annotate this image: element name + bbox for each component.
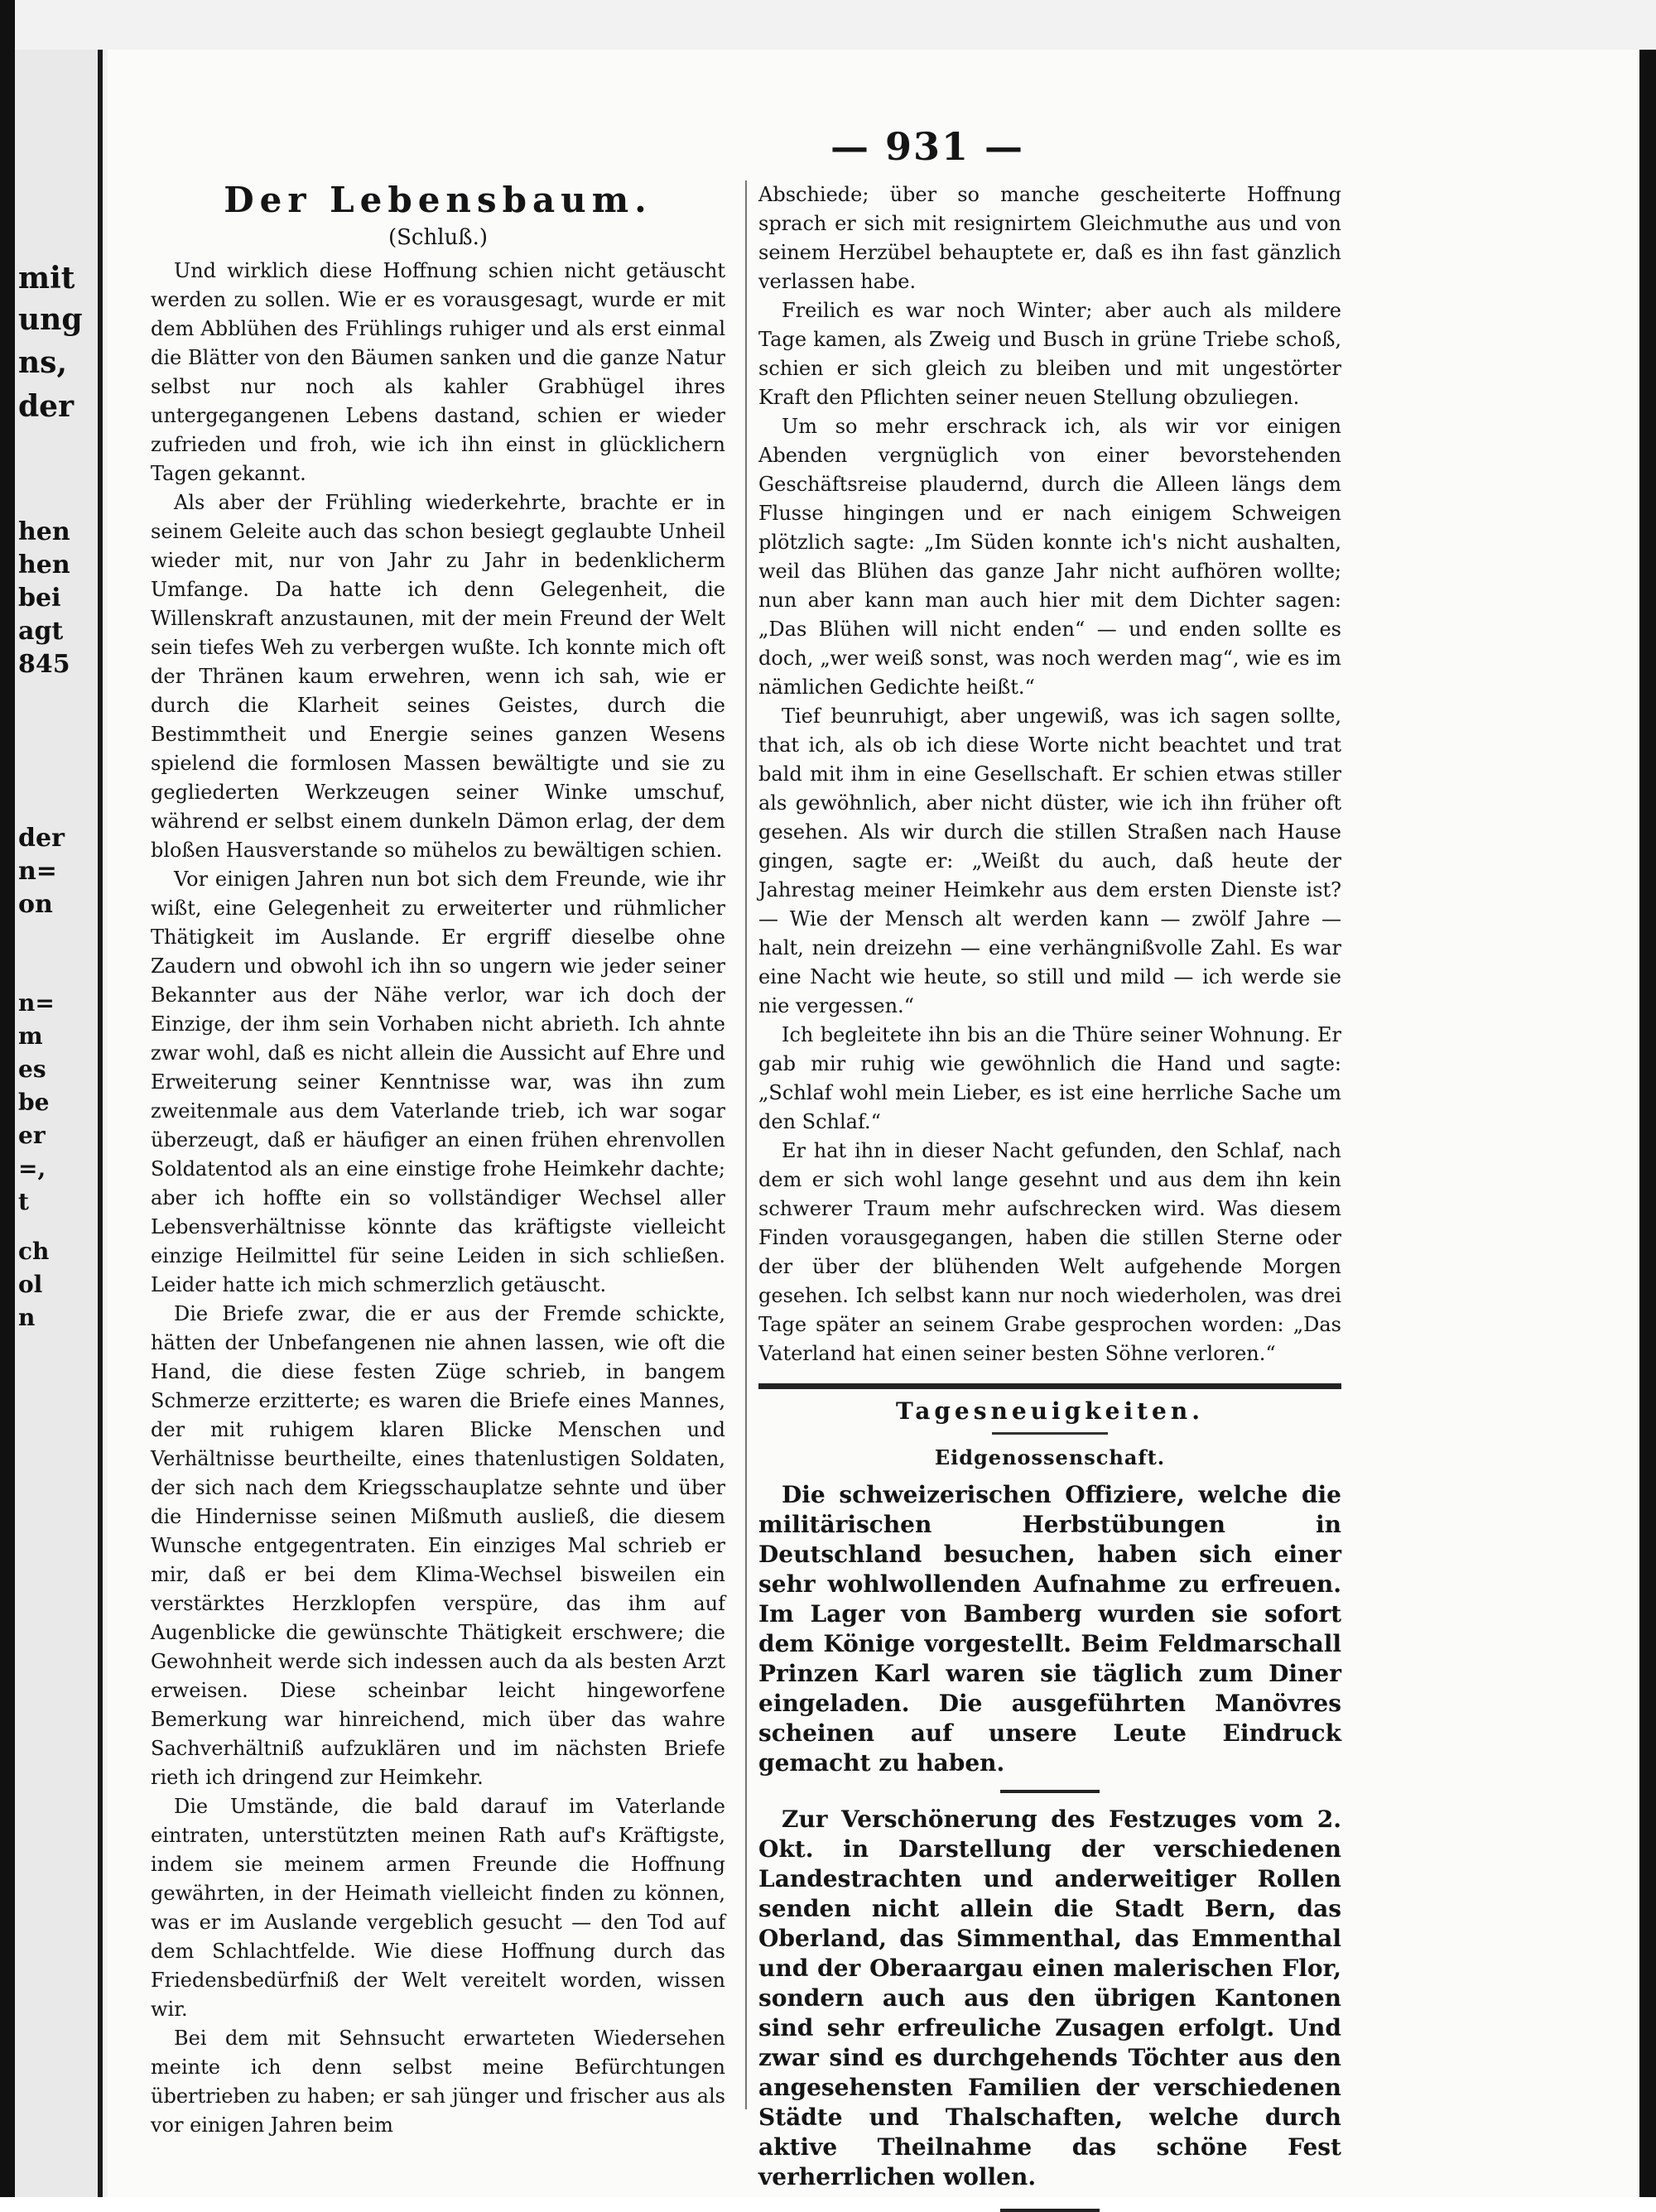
article-paragraph: Vor einigen Jahren nun bot sich dem Freunde, wie ihr wißt, eine Gelegenheit zu erweiterter und rühmlicher Thätigkeit im Auslande. Er ergriff dieselbe ohne Zaudern und obwohl ich ihn so ungern wie jeder seiner Bekannter aus der Nähe verlor, war ich doch der Einzige, der ihm sein Vorhaben nicht abrieth. Ich ahnte zwar wohl, daß es nicht allein die Aussicht auf Ehre und Erweiterung seiner Kenntnisse war, was ihn zum zweitenmale aus dem Vaterlande trieb, ich war sogar überzeugt, daß er häufiger an einen frühen ehrenvollen Soldatentod als an eine einstige frohe Heimkehr dachte; aber ich hoffte ein so vollständiger Wechsel aller Lebensverhältnisse könnte das kräftigste vielleicht einzige Heilmittel für seine Leiden in sich schließen. Leider hatte ich mich schmerzlich getäuscht. [151, 868, 725, 1296]
edge-word: n [18, 1304, 36, 1331]
end-rule [1000, 2209, 1100, 2212]
heading-rule [992, 1432, 1108, 1435]
edge-word: on [18, 890, 53, 919]
section-rule [758, 1383, 1341, 1389]
article-paragraph: Und wirklich diese Hoffnung schien nicht getäuscht werden zu sollen. Wie er es vorausgesagt, wurde er mit dem Abblühen des Frühlings ruhiger und als erst einmal die Blätter von den Bäumen sanken und die ganze Natur selbst nur noch als kahler Grabhügel ihres untergegangenen Lebens dastand, schien er wieder zufrieden und froh, wie ich ihn einst in glücklichern Tagen gekannt. [151, 259, 725, 485]
left-column [151, 180, 725, 2140]
column-divider [745, 180, 747, 2109]
newspaper-page [108, 50, 1639, 2197]
news-separator [1000, 1790, 1100, 1793]
article-paragraph: Abschiede; über so manche gescheiterte Hoffnung sprach er sich mit resignirtem Gleichmuthe aus und von seinem Herzübel behauptete er, daß es ihn fast gänzlich verlassen habe. [758, 183, 1341, 293]
edge-word: der [18, 824, 65, 853]
edge-word: der [18, 389, 75, 424]
right-column [758, 180, 1341, 2212]
edge-word: ung [18, 302, 83, 337]
article-paragraph: Tief beunruhigt, aber ungewiß, was ich sagen sollte, that ich, als ob ich diese Worte nicht beachtet und trat bald mit ihm in eine Gesellschaft. Er schien etwas stiller als gewöhnlich, aber nicht düster, wie ich ihn früher oft gesehen. Als wir durch die stillen Straßen nach Hause gingen, sagte er: „Weißt du auch, daß heute der Jahrestag meiner Heimkehr aus dem ersten Dienste ist? — Wie der Mensch alt werden kann — zwölf Jahre — halt, nein dreizehn — eine verhängnißvolle Zahl. Es war eine Nacht wie heute, so still und mild — ich werde sie nie vergessen.“ [758, 704, 1341, 1017]
edge-word: n= [18, 857, 57, 886]
news-heading: Tagesneuigkeiten. [896, 1397, 1204, 1425]
page-number: — 931 — [830, 124, 1025, 169]
edge-word: ol [18, 1271, 43, 1298]
edge-word: mit [18, 261, 75, 296]
edge-word: es [18, 1056, 46, 1083]
article-subtitle: (Schluß.) [388, 225, 489, 250]
edge-word: bei [18, 584, 61, 613]
adjacent-page-edge [15, 50, 103, 2197]
edge-word: m [18, 1022, 43, 1050]
edge-word: t [18, 1188, 29, 1215]
news-paragraph: Zur Verschönerung des Festzuges vom 2. Okt. in Darstellung der verschiedenen Landestrachten und anderweitiger Rollen senden nicht allein die Stadt Bern, das Oberland, das Simmenthal, das Emmenthal und der Oberaargau einen malerischen Flor, sondern auch aus den übrigen Kantonen sind sehr erfreuliche Zusagen erfolgt. Und zwar sind es durchgehends Töchter aus den angesehensten Familien der verschiedenen Städte und Thalschaften, welche durch aktive Theilnahme das schöne Fest verherrlichen wollen. [758, 1806, 1341, 2190]
article-paragraph: Bei dem mit Sehnsucht erwarteten Wiedersehen meinte ich denn selbst meine Befürchtungen übertrieben zu haben; er sah jünger und frischer aus als vor einigen Jahren beim [151, 2027, 725, 2137]
article-paragraph: Die Umstände, die bald darauf im Vaterlande eintraten, unterstützten meinen Rath auf's Kräftigste, indem sie meinem armen Freunde die Hoffnung gewährten, in der Heimath vielleicht finden zu können, was er im Auslande vergeblich gesucht — den Tod auf dem Schlachtfelde. Wie diese Hoffnung durch das Friedensbedürfniß der Welt vereitelt worden, wissen wir. [151, 1795, 725, 2021]
edge-word: 845 [18, 650, 70, 679]
article-paragraph: Als aber der Frühling wiederkehrte, brachte er in seinem Geleite auch das schon besiegt geglaubte Unheil wieder mit, nur von Jahr zu Jahr in bedenklicherm Umfange. Da hatte ich denn Gelegenheit, die Willenskraft anzustaunen, mit der mein Freund der Welt sein tiefes Weh zu verbergen wußte. Ich konnte mich oft der Thränen kaum erwehren, wenn ich sah, wie er durch die Klarheit seines Geistes, durch die Bestimmtheit und Energie seines ganzen Wesens spielend die formlosen Massen bewältigte und sie zu gegliederten Werkzeugen seiner Winke umschuf, während er selbst einem dunkeln Dämon erlag, der dem bloßen Hausverstande so mühelos zu bewältigen schien. [151, 491, 725, 862]
edge-word: n= [18, 989, 55, 1017]
article-paragraph: Ich begleitete ihn bis an die Thüre seiner Wohnung. Er gab mir ruhig wie gewöhnlich die Hand und sagte: „Schlaf wohl mein Lieber, es ist eine herrliche Sache um den Schlaf.“ [758, 1023, 1341, 1133]
article-paragraph: Freilich es war noch Winter; aber auch als mildere Tage kamen, als Zweig und Busch in grüne Triebe schoß, schien er sich gleich zu bleiben und mit ungestörter Kraft den Pflichten seiner neuen Stellung obzuliegen. [758, 299, 1341, 409]
edge-word: hen [18, 517, 70, 546]
edge-word: =, [18, 1155, 46, 1182]
edge-word: hen [18, 551, 70, 579]
edge-word: ch [18, 1238, 50, 1265]
edge-word: ns, [18, 345, 67, 380]
news-paragraph: Die schweizerischen Offiziere, welche die militärischen Herbstübungen in Deutschland besuchen, haben sich einer sehr wohlwollenden Aufnahme zu erfreuen. Im Lager von Bamberg wurden sie sofort dem Könige vorgestellt. Beim Feldmarschall Prinzen Karl waren sie täglich zum Diner eingeladen. Die ausgeführten Manövres scheinen auf unsere Leute Eindruck gemacht zu haben. [758, 1481, 1341, 1777]
article-paragraph: Um so mehr erschrack ich, als wir vor einigen Abenden vergnüglich von einer bevorstehenden Geschäftsreise plaudernd, durch die Alleen längs dem Flusse hingingen und er nach einigem Schweigen plötzlich sagte: „Im Süden konnte ich's nicht aushalten, weil das Blühen das ganze Jahr nicht aufhören wollte; nun aber kann man auch hier mit dem Dichter sagen: „Das Blühen will nicht enden“ — und enden sollte es doch, „wer weiß sonst, was noch werden mag“, wie es im nämlichen Gedichte heißt.“ [758, 415, 1341, 699]
edge-word: er [18, 1122, 46, 1149]
edge-word: agt [18, 617, 64, 646]
article-paragraph: Die Briefe zwar, die er aus der Fremde schickte, hätten der Unbefangenen nie ahnen lassen, wie oft die Hand, die diese festen Züge schrieb, in bangem Schmerze erzitterte; es waren die Briefe eines Mannes, der mit ruhigem klaren Blicke Menschen und Verhältnisse beurtheilte, eines thatenlustigen Soldaten, der sich nach dem Kriegsschauplatze sehnte und über die Hindernisse seinen Mißmuth ausließ, die diesem Wunsche entgegentraten. Ein einziges Mal schrieb er mir, daß er bei dem Klima-Wechsel bisweilen ein verstärktes Herzklopfen verspüre, das ihm auf Augenblicke die gewünschte Thätigkeit erschwere; die Gewohnheit werde sich indessen auch da als besten Arzt erweisen. Diese scheinbar leicht hingeworfene Bemerkung war hinreichend, mich über das wahre Sachverhältniß aufzuklären und im nächsten Briefe rieth ich dringend zur Heimkehr. [151, 1302, 725, 1789]
news-subheading: Eidgenossenschaft. [934, 1445, 1166, 1469]
article-title: Der Lebensbaum. [224, 180, 652, 220]
article-paragraph: Er hat ihn in dieser Nacht gefunden, den Schlaf, nach dem er sich wohl lange gesehnt und aus dem ihn kein schwerer Traum mehr aufschrecken wird. Was diesem Finden vorausgegangen, haben die stillen Sterne oder der über der blühenden Welt aufgehende Morgen gesehen. Ich selbst kann nur noch wiederholen, was drei Tage später an seinem Grabe gesprochen worden: „Das Vaterland hat einen seiner besten Söhne verloren.“ [758, 1139, 1341, 1365]
edge-word: be [18, 1089, 50, 1116]
